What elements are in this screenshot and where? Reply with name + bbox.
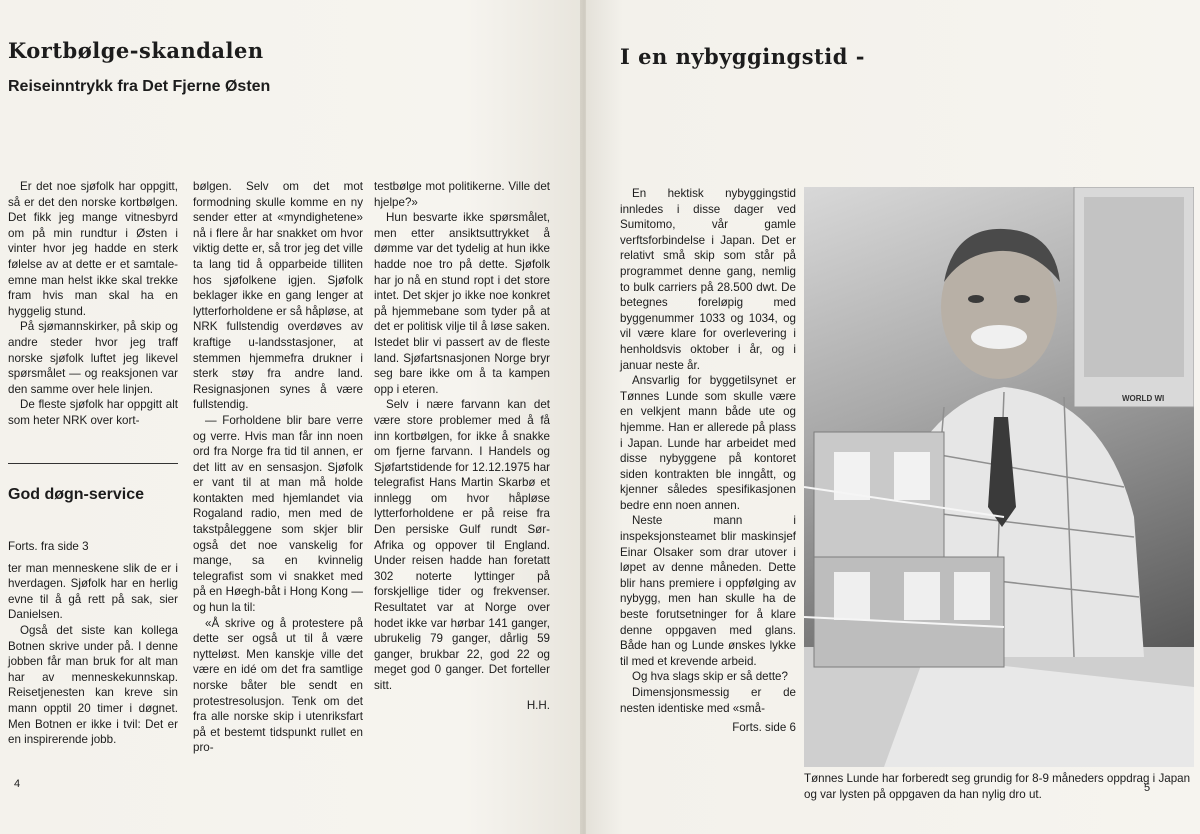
paragraph: Også det siste kan kollega Botnen skrive under på. I denne jobben får man bruk for alt man har av menneskekunnskap. Reisetjenesten kan kreve sin mann opptil 20 timer i døgnet. Men Botnen er ikke i tvil: Det er en inspirerende jobb. [8, 623, 178, 747]
page-number: 4 [14, 778, 21, 790]
smile [971, 325, 1027, 349]
paragraph: Dimensjonsmessig er de nesten identiske med «små- [620, 686, 796, 715]
portrait-photo [804, 187, 1194, 767]
article-column-3 [374, 179, 550, 713]
continued-note: Forts. side 6 [732, 721, 796, 735]
right-page [586, 0, 1200, 834]
paragraph: Er det noe sjøfolk har oppgitt, så er det den norske kortbølgen. Det fikk jeg mange vitnesbyrd om på min rundtur i Østen i vinter hvor jeg hadde en sterk følelse av at dette er et samtale-emne man helst ikke skal trekke fram hvis man skal ha en hyggelig stund. [8, 180, 178, 318]
section-divider [8, 463, 178, 464]
paragraph: ter man menneskene slik de er i hverdagen. Sjøfolk har en herlig evne til å gå rett på sak, sier Danielsen. [8, 561, 178, 622]
paragraph: Hun besvarte ikke spørsmålet, men etter ansiktsuttrykket å dømme var det tydelig at hun ikke hadde noe tro på dette. Sjøfolk har jo nå en stund ropt i det store intet. Det skjer jo ikke noe konkret på hjemmebane som tyder på at det er politisk vilje til å løse saken. Istedet blir vi passert av de fleste land. Sjøfartsnasjonen Norge bryr seg bare ikke om å ta kampen opp i eteren. [374, 211, 550, 396]
photo-caption: Tønnes Lunde har forberedt seg grundig for 8-9 måneders oppdrag i Japan og var lysten på oppgaven da han nylig dro ut. [804, 772, 1191, 801]
paragraph: På sjømannskirker, på skip og andre steder hvor jeg traff norske sjøfolk luftet jeg likevel spørsmålet — og reaksjonen var den samme over hele linjen. [8, 320, 178, 396]
paragraph: bølgen. Selv om det mot formodning skulle komme en ny sender etter at «myndighetene» nå i flere år har snakket om hvor viktig dette er, så tror jeg det ville ta lang tid å opparbeide tilliten hos sjøfolkene igjen. Sjøfolk beklager ikke en gang lenger at lytterforholdene er så håpløse, at NRK fullstendig overdøves av kraftige u-landsstasjoner, at stemmen hjemmefra drukner i sterk støy fra andre land. Resignasjonen synes å være fullstendig. [193, 180, 363, 412]
map-label: WORLD WI [1122, 394, 1165, 403]
paragraph: Ansvarlig for byggetilsynet er Tønnes Lunde som skulle være en velkjent mann både ute og hjemme. Han er allerede på plass i Japan. Lunde har arbeidet med disse nybyggene på kontoret siden kontrakten ble inngått, og kjenner således spesifikasjonen bedre enn noen annen. [620, 374, 796, 512]
continued-from: Forts. fra side 3 [8, 540, 89, 553]
left-page [0, 0, 582, 834]
article-column-2 [193, 179, 363, 756]
paragraph: En hektisk nybyggingstid innledes i disse dager ved Sumitomo, vår gamle verftsforbindelse i Japan. Det er relativt små skip som står på programmet denne gang, nemlig to bulk carriers på 28.500 dwt. De betegnes foreløpig med byggenummer 1033 og 1034, og vil være klare for overlevering i henholdsvis oktober i år, og i januar neste år. [620, 187, 796, 372]
paragraph: Og hva slags skip er så dette? [632, 670, 788, 684]
box-column [8, 539, 178, 748]
article-title: Kortbølge-skandalen [8, 38, 264, 63]
article-title: I en nybyggingstid - [620, 44, 865, 69]
box-heading: God døgn-service [8, 486, 145, 503]
paragraph: — Forholdene blir bare verre og verre. Hvis man får inn noen ord fra Norge fra tid til annen, er det litt av en sensasjon. Sjøfolk er vant til at man må holde kontakten med hjemlandet via Rogaland radio, men med de takstpåleggene som skjer blir også det noe vanskelig for mange, sa en kvinnelig telegrafist som vi snakket med på en Høegh-båt i Hong Kong — og hun la til: [193, 413, 363, 615]
article-column [620, 186, 796, 736]
page-number: 5 [1144, 782, 1151, 794]
paragraph: testbølge mot politikerne. Ville det hjelpe?» [374, 180, 550, 209]
paragraph: «Å skrive og å protestere på dette ser også ut til å være nytteløst. Men kanskje ville det være en idé om det fra samtlige norske båter ble sendt en protestresolusjon. Tenk om det fra alle norske skip i utenriksfart på et bestemt tidspunkt rullet en pro- [193, 616, 363, 755]
article-column-1 [8, 179, 178, 429]
paragraph: De fleste sjøfolk har oppgitt alt som heter NRK over kort- [8, 398, 178, 427]
article-subtitle: Reiseinntrykk fra Det Fjerne Østen [8, 78, 271, 95]
photo-illustration [804, 187, 1194, 767]
paragraph: Selv i nære farvann kan det være store problemer med å få inn kortbølgen, for ikke å snakke om fjerne farvann. I Handels og Sjøfartstidende for 12.12.1975 har telegrafist Hans Martin Skarbø et innlegg om hvor håpløse lytterforholdene er på reise fra Den persiske Gulf rundt Sør-Afrika og oppover til England. Under reisen hadde han foretatt 302 noterte lyttinger på forskjellige tider og frekvenser. Resultatet var at Norge over hodet ikke var hørbar 141 ganger, ubrukelig 79 ganger, dårlig 59 ganger, brukbar 22, god 22 og meget god 0 ganger. Det forteller sitt. [374, 398, 550, 692]
paragraph: Neste mann i inspeksjonsteamet blir maskinsjef Einar Olsaker som drar utover i løpet av denne måneden. Dette blir hans premiere i oppfølging av nybygg, men han skulle ha de beste forutsetninger for å klare denne oppgaven med glans. Både han og Lunde ønskes lykke til med et krevende arbeid. [620, 514, 796, 668]
signature: H.H. [526, 698, 550, 712]
